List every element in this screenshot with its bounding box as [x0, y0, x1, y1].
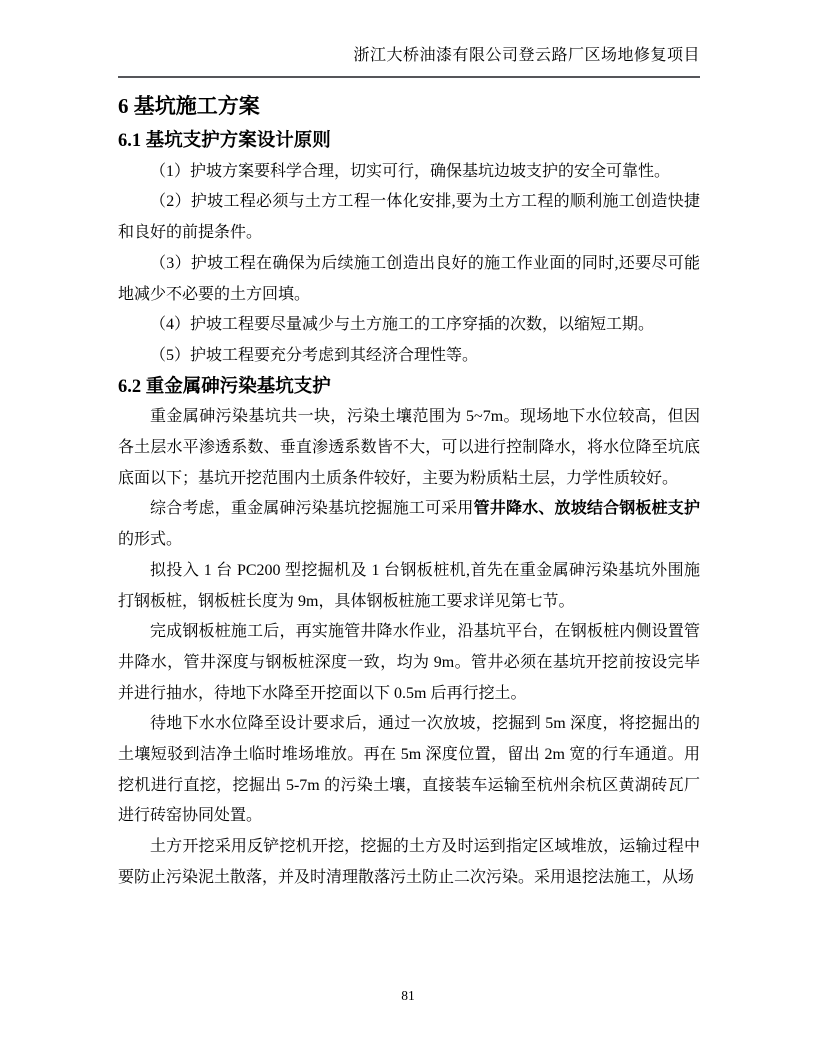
- section-6-1-paragraph-4: （4）护坡工程要尽量减少与土方施工的工序穿插的次数，以缩短工期。: [150, 316, 655, 334]
- section-6-2-paragraph-3: 拟投入 1 台 PC200 型挖掘机及 1 台钢板桩机,首先在重金属砷污染基坑外围施打钢板桩，钢板桩长度为 9m，具体钢板桩施工要求详见第七节。: [118, 561, 700, 610]
- page-header: [118, 0, 700, 78]
- section-6-1-heading: 6.1 基坑支护方案设计原则: [118, 131, 331, 151]
- section-6-2-paragraph-5: 待地下水水位降至设计要求后，通过一次放坡，挖掘到 5m 深度，将挖掘出的土壤短驳到洁净土临时堆场堆放。再在 5m 深度位置，留出 2m 宽的行车通道。用挖机进行直挖，挖掘出 5-7m 的污染土壤，直接装车运输至杭州余杭区黄湖砖瓦厂进行砖窑协同处置。: [118, 715, 700, 825]
- section-6-2-paragraph-1: 重金属砷污染基坑共一块，污染土壤范围为 5~7m。现场地下水位较高，但因各土层水平渗透系数、垂直渗透系数皆不大，可以进行控制降水，将水位降至坑底底面以下；基坑开挖范围内土质条件较好，主要为粉质粘土层，力学性质较好。: [118, 408, 700, 487]
- section-6-1-paragraph-5: （5）护坡工程要充分考虑到其经济合理性等。: [150, 346, 479, 364]
- section-6-2-heading: 6.2 重金属砷污染基坑支护: [118, 376, 331, 397]
- chapter-heading: 6 基坑施工方案: [118, 94, 260, 118]
- page-footer: [0, 988, 816, 1004]
- paragraph-text-run: 的形式。: [118, 531, 183, 549]
- section-6-2-paragraph-2: [118, 494, 700, 555]
- paragraph-text-run: 综合考虑，重金属砷污染基坑挖掘施工可采用: [150, 500, 474, 518]
- header-project-title: 浙江大桥油漆有限公司登云路厂区场地修复项目: [118, 46, 700, 78]
- document-body: [118, 78, 700, 894]
- page-number: 81: [401, 988, 415, 1003]
- section-6-2-paragraph-6: 土方开挖采用反铲挖机开挖，挖掘的土方及时运到指定区域堆放，运输过程中要防止污染泥土散落，并及时清理散落污土防止二次污染。采用退挖法施工，从场: [118, 838, 700, 886]
- section-6-2-paragraph-4: 完成钢板桩施工后，再实施管井降水作业，沿基坑平台，在钢板桩内侧设置管井降水，管井深度与钢板桩深度一致，均为 9m。管井必须在基坑开挖前按设完毕并进行抽水，待地下水降至开挖面以下 0.5m 后再行挖土。: [118, 623, 700, 702]
- section-6-1-paragraph-2: （2）护坡工程必须与土方工程一体化安排,要为土方工程的顺利施工创造快捷和良好的前提条件。: [118, 193, 700, 242]
- section-6-1-paragraph-1: （1）护坡方案要科学合理，切实可行，确保基坑边坡支护的安全可靠性。: [150, 162, 671, 180]
- paragraph-bold-run: 管井降水、放坡结合钢板桩支护: [473, 500, 700, 518]
- section-6-1-paragraph-3: （3）护坡工程在确保为后续施工创造出良好的施工作业面的同时,还要尽可能地减少不必要的土方回填。: [118, 254, 700, 303]
